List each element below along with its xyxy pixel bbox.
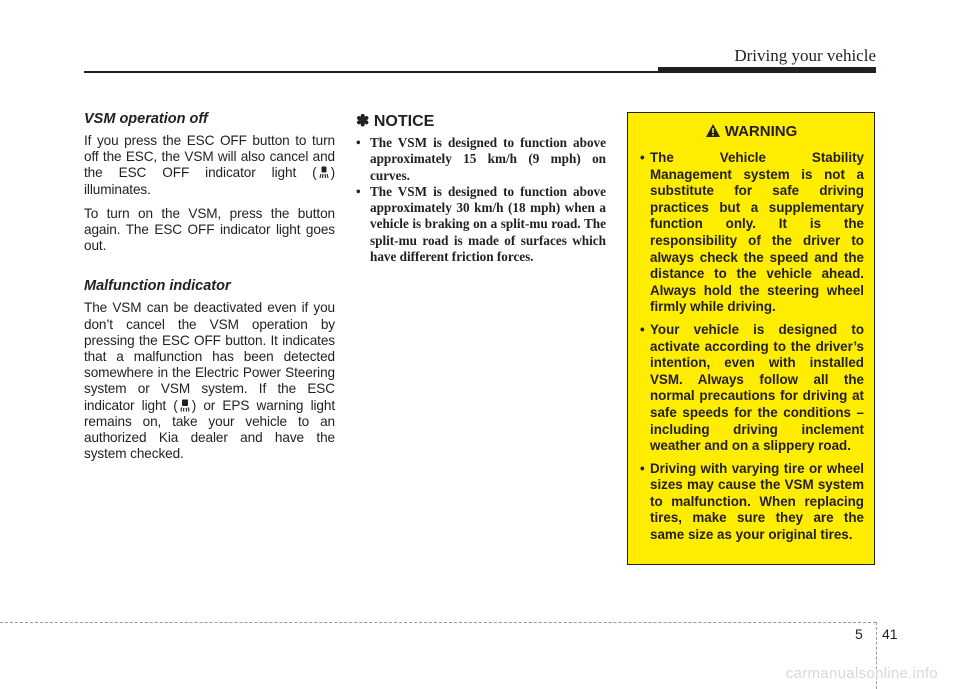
header-rule-accent xyxy=(658,67,876,73)
notice-heading: ✽ NOTICE xyxy=(356,113,435,130)
chapter-number: 5 xyxy=(855,626,863,642)
esc-off-indicator-icon xyxy=(319,166,329,179)
malfunction-paragraph xyxy=(84,300,335,462)
vsm-on-paragraph: To turn on the VSM, press the button again. The ESC OFF indicator light goes out. xyxy=(84,205,335,254)
notice-item: • The VSM is designed to function above approximately 15 km/h (9 mph) on curves. xyxy=(356,135,606,183)
footer-rule xyxy=(0,622,876,623)
warning-box xyxy=(627,112,875,565)
vsm-off-paragraph xyxy=(84,133,335,198)
esc-indicator-icon xyxy=(180,399,190,412)
malfunction-text-start: The VSM can be deactivated even if you don’t cancel the VSM operation by pressing the ESC OFF button. It indicates that a malfunction has been detected somewhere in the Electric Power Steering system or VSM system. If the ESC indicator light ( xyxy=(84,300,335,413)
warning-heading-text: WARNING xyxy=(724,123,798,140)
vsm-off-text-end: ) illuminates. xyxy=(84,165,335,197)
warning-heading xyxy=(628,123,874,142)
section-title: Driving your vehicle xyxy=(734,46,876,65)
vsm-operation-off-heading: VSM operation off xyxy=(84,111,208,127)
malfunction-indicator-heading: Malfunction indicator xyxy=(84,278,231,295)
notice-item: • The VSM is designed to function above approximately 30 km/h (18 mph) when a vehicle is braking on a split-mu road. The split-mu road is made of surfaces which have different friction forces. xyxy=(356,183,606,265)
page-number: 41 xyxy=(882,626,898,642)
notice-column xyxy=(356,111,606,265)
malfunction-text-end: ) or EPS warning light remains on, take your vehicle to an authorized Kia dealer and have the system checked. xyxy=(84,397,336,462)
warning-triangle-icon xyxy=(705,123,721,142)
vsm-off-text-start: If you press the ESC OFF button to turn off the ESC, the VSM will also cancel and the ESC OFF indicator light ( xyxy=(84,133,335,181)
warning-item: • Driving with varying tire or wheel sizes may cause the VSM system to malfunction. When replacing tires, make sure they are the same size as your original tires. xyxy=(640,460,864,543)
notice-list xyxy=(356,135,606,265)
watermark: carmanualsonline.info xyxy=(785,665,938,682)
warning-item: • Your vehicle is designed to activate according to the driver’s intention, even with installed VSM. Always follow all the normal precautions for driving at safe speeds for the conditions – including driving inclement weather and on a slippery road. xyxy=(640,321,864,454)
warning-list xyxy=(640,150,864,550)
left-column xyxy=(84,111,335,470)
warning-item: • The Vehicle Stability Management system is not a substitute for safe driving practices but a supplementary function only. It is the responsibility of the driver to always check the speed and the distance to the vehicle ahead. Always hold the steering wheel firmly while driving. xyxy=(640,150,864,315)
